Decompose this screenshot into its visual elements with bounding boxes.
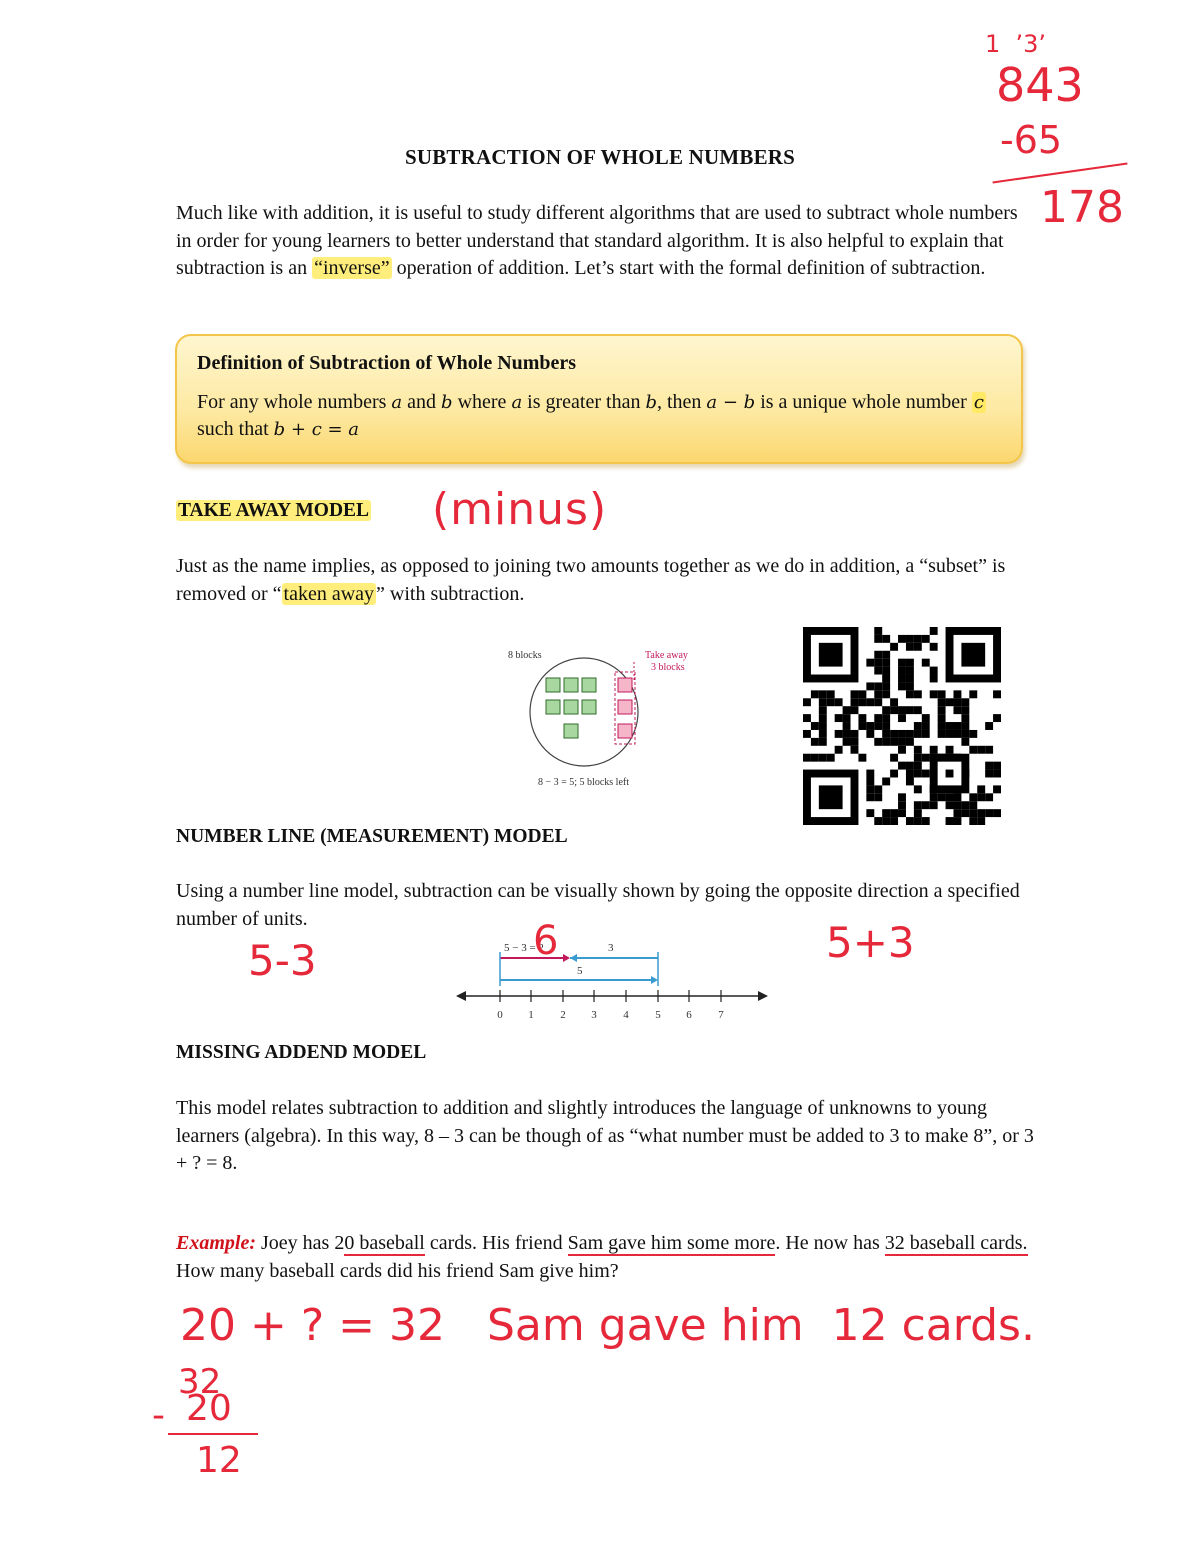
pink-blocks	[618, 678, 632, 738]
hand-calc-result: 12	[196, 1440, 242, 1481]
figure-label-8-blocks: 8 blocks	[508, 650, 542, 661]
fig-5-label: 5	[577, 965, 583, 977]
intro-text-1: Much like with addition, it is useful to study different algorithms that are used to subtract whole numbers in order for young learners to better understand that standard algorithm. It is also helpful to explain that subtraction is an	[176, 202, 1018, 279]
take-away-figure	[500, 640, 710, 795]
example-text: . He now has	[775, 1232, 885, 1254]
expr-b-plus-c: b + c = a	[273, 419, 360, 440]
number-line-figure	[452, 930, 772, 1025]
fig-eq-label: 5 − 3 = 2	[504, 942, 544, 954]
figure-caption: 8 − 3 = 5; 5 blocks left	[538, 777, 629, 788]
tick-label: 2	[560, 1009, 566, 1021]
def-text: such that	[197, 418, 274, 440]
expr-a-minus-b: a − b	[706, 392, 756, 413]
definition-body	[197, 389, 1001, 443]
hand-calc-minus: -	[152, 1395, 165, 1436]
tick-label: 4	[623, 1009, 629, 1021]
example-paragraph	[176, 1230, 1036, 1285]
figure-label-take-away: Take away	[645, 650, 688, 661]
tick-label: 7	[718, 1009, 724, 1021]
number-line-heading: NUMBER LINE (MEASUREMENT) MODEL	[176, 826, 568, 847]
tick-label: 6	[686, 1009, 692, 1021]
definition-title: Definition of Subtraction of Whole Numbers	[197, 352, 577, 374]
hand-calc-mid: 20	[186, 1388, 232, 1429]
hand-answer: 20 + ? = 32 Sam gave him 12 cards.	[180, 1300, 1035, 1351]
def-text: For any whole numbers	[197, 391, 392, 413]
tick-label: 5	[655, 1009, 661, 1021]
definition-box	[175, 334, 1023, 464]
var-a: a	[391, 392, 403, 413]
figure-label-3-blocks: 3 blocks	[651, 662, 685, 673]
example-label: Example:	[176, 1232, 256, 1254]
take-away-text-2: ” with subtraction.	[376, 582, 525, 605]
example-underline: 0 baseball	[344, 1232, 425, 1254]
def-text: is greater than	[522, 391, 646, 413]
intro-text-2: operation of addition. Let’s start with the formal definition of subtraction.	[391, 257, 986, 279]
take-away-text-1: Just as the name implies, as opposed to joining two amounts together as we do in addition, a “subset” is removed or “	[176, 555, 1006, 605]
example-underline: Sam gave him some more	[567, 1232, 776, 1254]
hand-corner-carry: 1 ’3’	[985, 30, 1047, 58]
take-away-paragraph	[176, 553, 1036, 608]
missing-addend-heading: MISSING ADDEND MODEL	[176, 1042, 427, 1063]
missing-addend-paragraph: This model relates subtraction to addition and slightly introduces the language of unknowns to young learners (algebra). In this way, 8 – 3 can be though of as “what number must be added to 3 to make 8”, or 3 + ? = 8.	[176, 1097, 1034, 1174]
taken-away-highlight: taken away	[283, 582, 375, 605]
example-text: cards. His friend	[424, 1232, 568, 1254]
def-text: where	[452, 391, 512, 413]
qr-code[interactable]	[803, 627, 1001, 825]
take-away-heading-text: TAKE AWAY MODEL	[178, 500, 370, 521]
minus-annotation: (minus)	[432, 484, 608, 535]
example-text: Joey has 2	[256, 1232, 345, 1254]
hand-corner-sub: -65	[1000, 118, 1063, 162]
hand-corner-top: 843	[996, 58, 1084, 112]
fig-3-label: 3	[608, 942, 614, 954]
tick-label: 0	[497, 1009, 503, 1021]
inverse-highlight: “inverse”	[314, 257, 390, 279]
tick-label: 3	[591, 1009, 597, 1021]
example-underline: 32 baseball cards.	[884, 1232, 1028, 1254]
var-a: a	[511, 392, 523, 413]
var-c: c	[973, 392, 984, 413]
def-text: is a unique whole number	[755, 391, 972, 413]
example-text: How many baseball cards did his friend Sam give him?	[176, 1259, 619, 1282]
hand-corner-result: 178	[1040, 182, 1124, 233]
hand-circled-6: 6	[533, 918, 559, 964]
page-title: SUBTRACTION OF WHOLE NUMBERS	[404, 145, 796, 169]
hand-calc-top: 32	[178, 1362, 222, 1402]
def-text: and	[402, 391, 442, 413]
number-line-paragraph: Using a number line model, subtraction can be visually shown by going the opposite direction a specified number of units.	[176, 880, 1020, 930]
hand-5-plus-3: 5+3	[826, 918, 915, 967]
def-text: , then	[656, 391, 707, 413]
var-b: b	[441, 392, 453, 413]
tick-label: 1	[528, 1009, 534, 1021]
hand-5-minus-3: 5-3	[248, 936, 317, 985]
var-b: b	[645, 392, 657, 413]
take-away-heading	[176, 500, 371, 522]
green-blocks	[546, 678, 596, 738]
hand-calc-rule	[168, 1433, 258, 1435]
intro-paragraph	[176, 200, 1036, 283]
